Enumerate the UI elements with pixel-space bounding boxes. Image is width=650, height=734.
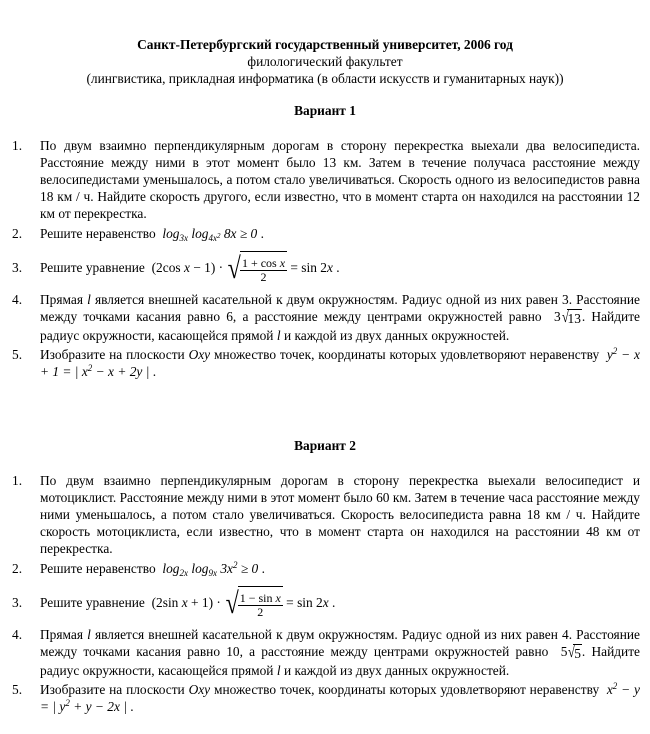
problem-text: Изобразите на плоскости bbox=[40, 682, 185, 697]
problem-1 bbox=[12, 137, 640, 222]
problem-3 bbox=[12, 585, 640, 623]
inequality-formula: $\log_{2x} \log_{9x} 3x^2 \ge 0$ bbox=[159, 560, 259, 578]
problem-3 bbox=[12, 250, 640, 288]
line-variable: l bbox=[87, 626, 91, 642]
problem-text: Решите уравнение bbox=[40, 595, 145, 610]
problem-text: является внешней касательной к двум окружностям. Радиус одной из них равен 4. Расстояние между точками касания равно 10, а расстояние между центрами окружностей равно bbox=[40, 626, 640, 659]
line-variable: l bbox=[87, 291, 91, 307]
problem-text: Решите уравнение bbox=[40, 260, 145, 275]
inequality-formula: $x^2 - y$ = | $y^2 + y - 2x$ | bbox=[40, 681, 640, 714]
university-title: Санкт-Петербургский государственный университет, 2006 год bbox=[137, 37, 513, 52]
problem-2: 2. Решите неравенство $\log_{3x} \log_{4x^2} 8x \ge 0$ . bbox=[12, 226, 264, 243]
problem-number: 1. bbox=[12, 473, 23, 488]
line-variable: l bbox=[276, 663, 281, 678]
problem-text: . Найдите радиус окружности, касающейся прямой bbox=[40, 308, 640, 343]
problem-number: 3. bbox=[12, 595, 23, 610]
sqrt-formula: 5√5 bbox=[560, 643, 581, 661]
problem-number: 4. bbox=[12, 291, 23, 307]
plane-label: Oxy bbox=[188, 347, 211, 362]
problem-text: Решите неравенство bbox=[40, 226, 156, 241]
faculty-line: филологический факультет bbox=[247, 54, 403, 69]
variant-1-title: Вариант 1 bbox=[294, 103, 356, 118]
problem-number: 5. bbox=[12, 347, 23, 362]
sqrt-formula: 3√13 bbox=[554, 308, 581, 326]
problem-text: Прямая bbox=[40, 291, 84, 307]
problem-4 bbox=[12, 291, 640, 344]
problem-5: 5. Изобразите на плоскости Oxy множество точек, координаты которых удовлетворяют неравенству $y^2 - x + 1$ = | $x^2 - x + 2y$ | . bbox=[12, 346, 640, 379]
problem-text: множество точек, координаты которых удовлетворяют неравенству bbox=[213, 682, 600, 697]
problem-text: и каждой из двух данных окружностей. bbox=[283, 328, 510, 343]
specialties-line: (лингвистика, прикладная информатика (в области искусств и гуманитарных наук)) bbox=[86, 71, 564, 86]
problem-text: Изобразите на плоскости bbox=[40, 347, 185, 362]
plane-label: Oxy bbox=[188, 682, 211, 697]
problem-1 bbox=[12, 472, 640, 557]
problem-text: и каждой из двух данных окружностей. bbox=[283, 663, 510, 678]
equation-formula: (2cos x − 1) · √ $\frac{\text{1 + cos x}}{2}$ = sin 2x . bbox=[148, 260, 339, 275]
problem-text: Прямая bbox=[40, 626, 84, 642]
line-variable: l bbox=[276, 328, 281, 343]
problem-text: Решите неравенство bbox=[40, 561, 156, 576]
problem-number: 1. bbox=[12, 138, 23, 153]
variant-1-problems bbox=[12, 137, 640, 380]
problem-number: 3. bbox=[12, 260, 23, 275]
problem-text: По двум взаимно перпендикулярным дорогам в сторону перекрестка выехали велосипедист и мотоциклист. Расстояние между ними в этот момент было 60 км. Затем в течение часа расстояние между ними уменьшалось, а потом стало увеличиваться. Скорость велосипедиста равна 18 км / ч. Найдите скорость мотоциклиста, если известно, что в момент старта он находился на расстоянии 48 км от перекрестка. bbox=[40, 473, 640, 556]
problem-4 bbox=[12, 626, 640, 679]
inequality-formula: $y^2 - x + 1$ = | $x^2 - x + 2y$ | bbox=[40, 346, 640, 379]
inequality-formula: $\log_{3x} \log_{4x^2} 8x \ge 0$ bbox=[159, 226, 258, 243]
problem-number: 2. bbox=[12, 561, 23, 576]
problem-text: является внешней касательной к двум окружностям. Радиус одной из них равен 3. Расстояние между точками касания равно 6, а расстояние между центрами окружностей равно bbox=[40, 291, 640, 324]
problem-text: . Найдите радиус окружности, касающейся прямой bbox=[40, 643, 641, 678]
problem-text: По двум взаимно перпендикулярным дорогам в сторону перекрестка выехали два велосипедиста. Расстояние между ними в этот момент было 13 км. Затем в течение получаса расстояние между велосипедистами уменьшалось, а потом стало увеличиваться. Скорость одного из велосипедистов равна 18 км / ч. Найдите скорость другого, если известно, что в момент старта он находился на расстоянии 12 км от перекрестка. bbox=[40, 138, 640, 221]
equation-formula: (2sin x + 1) · √ $\frac{\text{1 − sin x}}{2}$ = sin 2x . bbox=[148, 595, 335, 610]
problem-5: 5. Изобразите на плоскости Oxy множество точек, координаты которых удовлетворяют неравенству $x^2 - y$ = | $y^2 + y - 2x$ | . bbox=[12, 681, 640, 714]
variant-2-title: Вариант 2 bbox=[294, 438, 356, 453]
problem-number: 2. bbox=[12, 226, 23, 241]
variant-2-problems bbox=[12, 472, 640, 715]
problem-text: множество точек, координаты которых удовлетворяют неравенству bbox=[213, 347, 600, 362]
problem-2: 2. Решите неравенство $\log_{2x} \log_{9x} 3x^2 \ge 0$ . bbox=[12, 560, 265, 578]
problem-number: 4. bbox=[12, 626, 23, 642]
problem-number: 5. bbox=[12, 682, 23, 697]
document-header bbox=[0, 36, 650, 87]
